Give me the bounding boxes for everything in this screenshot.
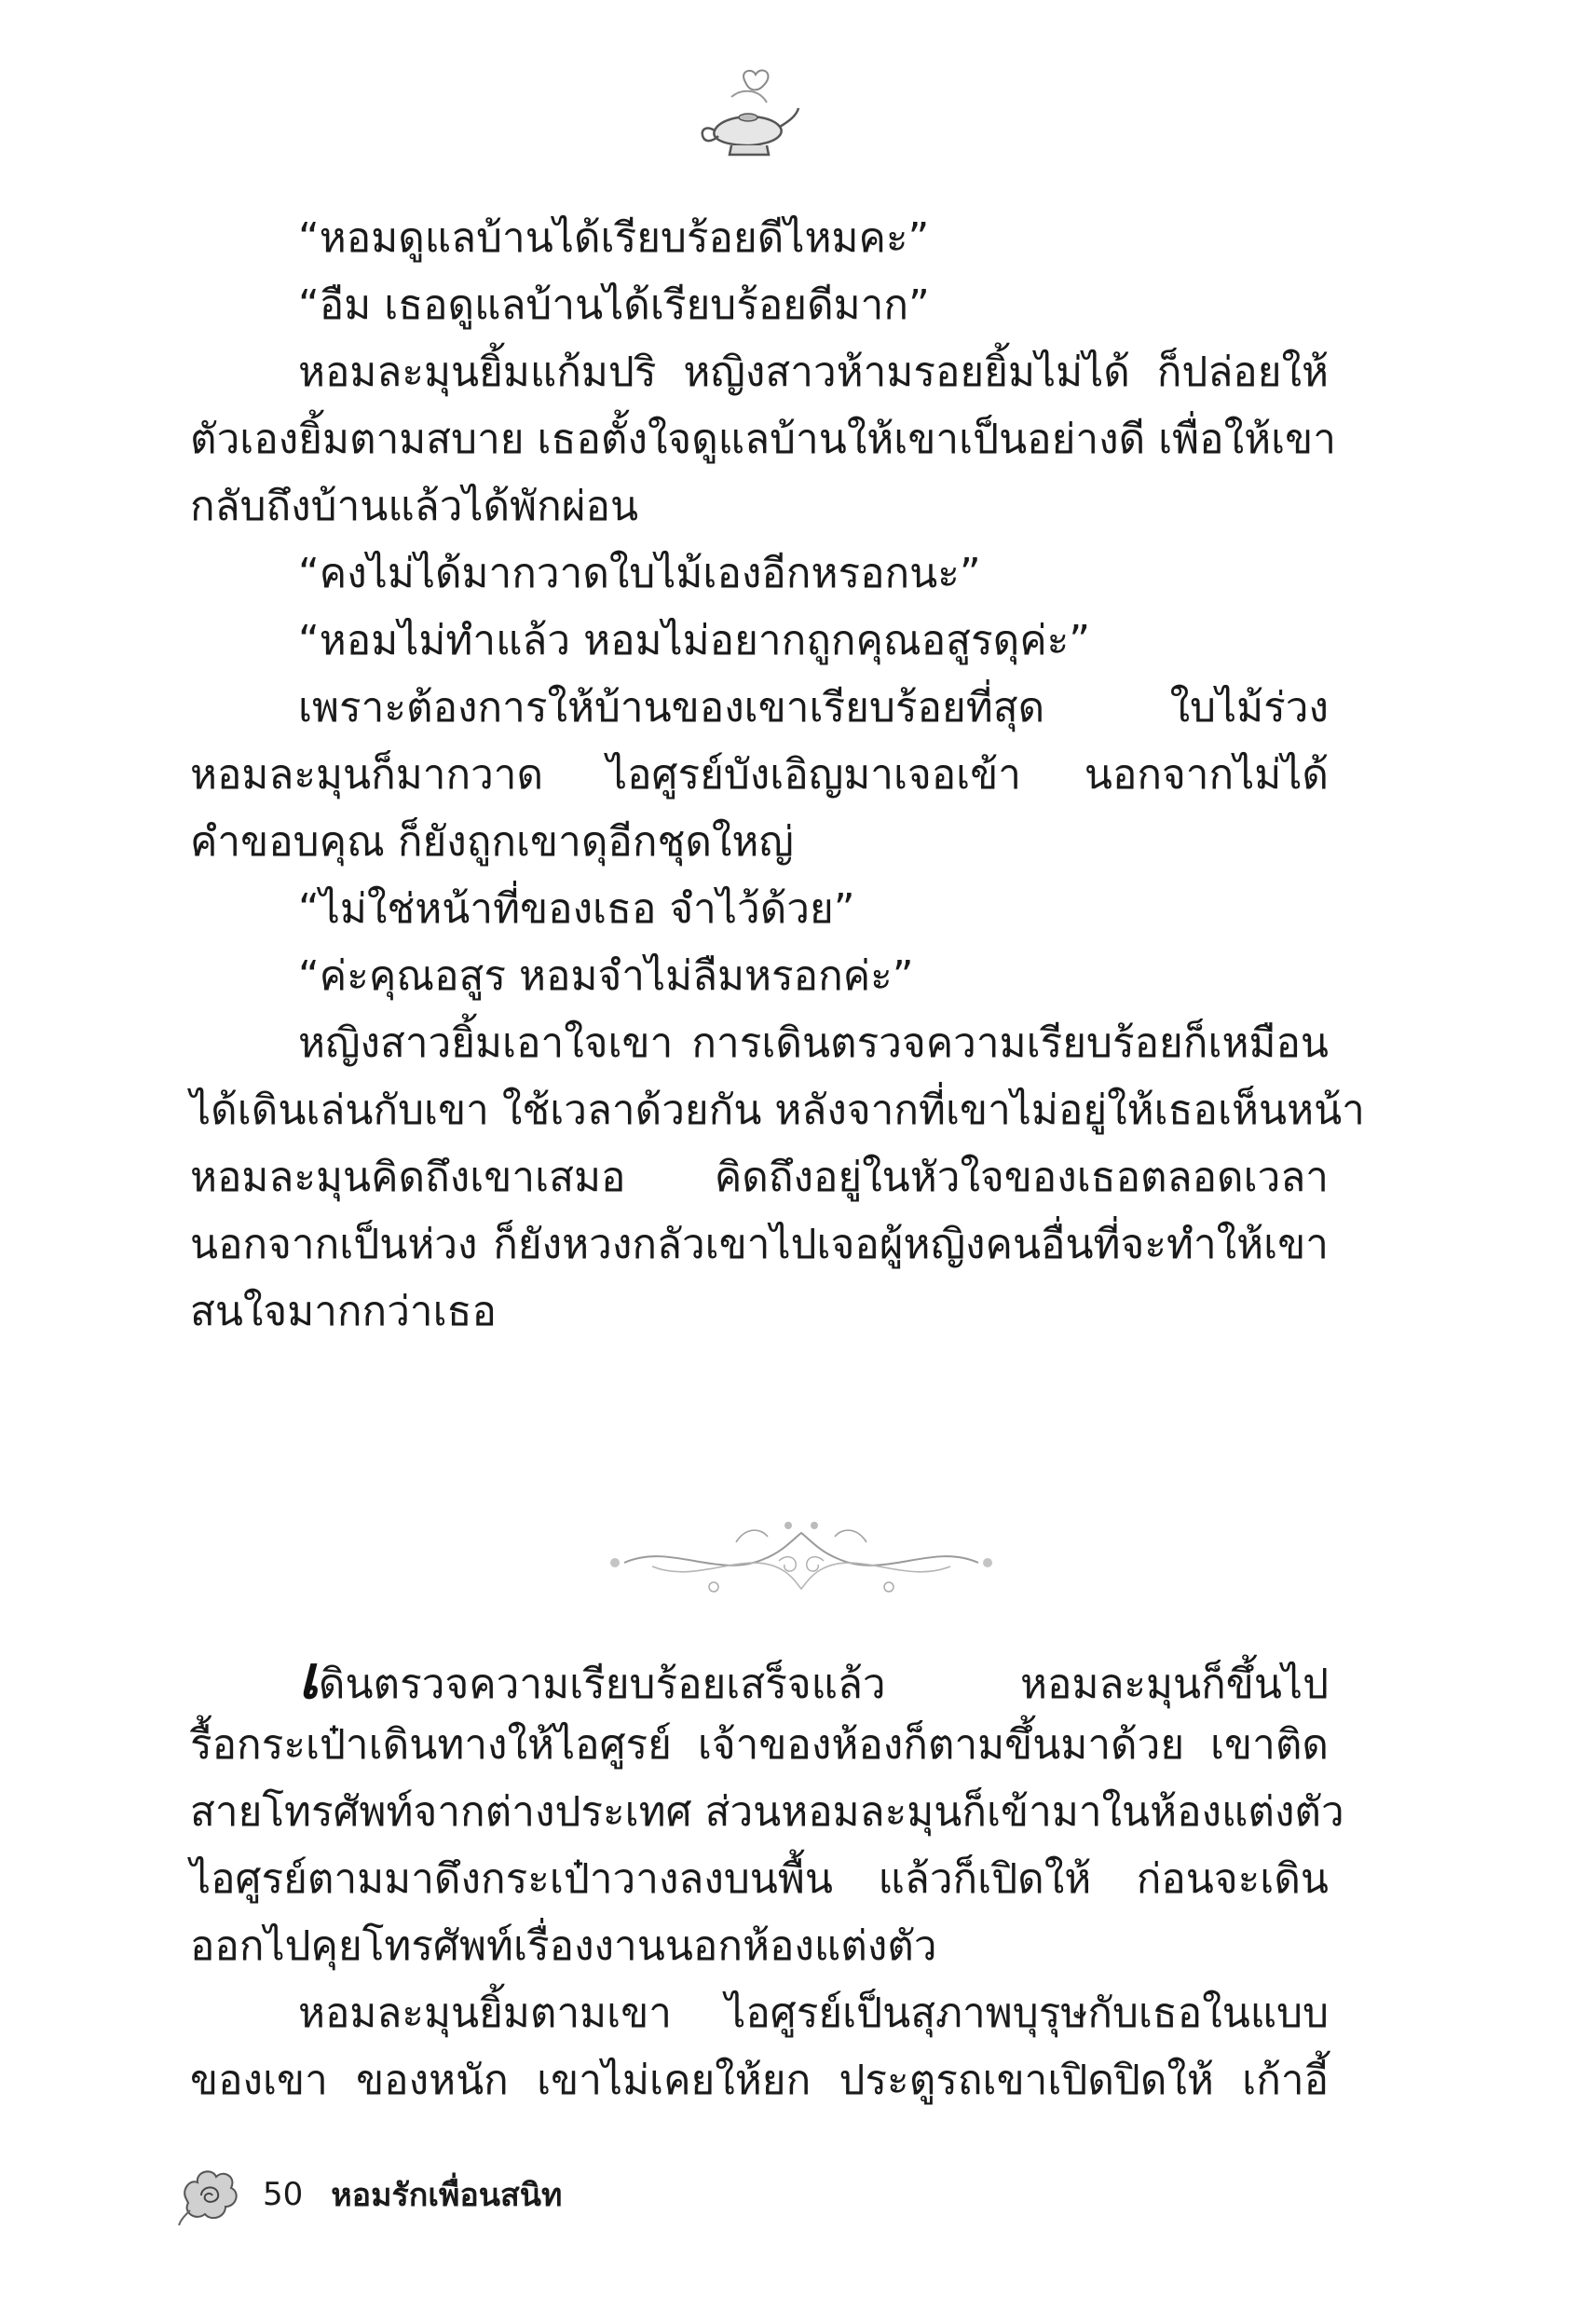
paragraph-line: “หอมดูแลบ้านได้เรียบร้อยดีไหมคะ” (298, 214, 930, 262)
paragraph-line: “ไม่ใช่หน้าที่ของเธอ จำไว้ด้วย” (298, 885, 855, 933)
paragraph-line: นอกจากเป็นห่วง ก็ยังหวงกลัวเขาไปเจอผู้หญิงคนอื่นที่จะทำให้เขา (190, 1221, 1329, 1268)
page-number: 50 (263, 2176, 304, 2213)
paragraph-line: “ค่ะคุณอสูร หอมจำไม่ลืมหรอกค่ะ” (298, 952, 914, 1000)
paragraph-line: “หอมไม่ทำแล้ว หอมไม่อยากถูกคุณอสูรดุค่ะ” (298, 617, 1091, 664)
book-title: หอมรักเพื่อนสนิท (331, 2177, 563, 2214)
paragraph-first-line (190, 1645, 1329, 1712)
floral-divider-icon (596, 1505, 1006, 1598)
paragraph-line: ไอศูรย์ตามมาดึงกระเป๋าวางลงบนพื้น แล้วก็เปิดให้ ก่อนจะเดิน (190, 1855, 1329, 1903)
paragraph-line: ของเขา ของหนัก เขาไม่เคยให้ยก ประตูรถเขาเปิดปิดให้ เก้าอี้ (190, 2057, 1329, 2104)
first-line-text: ดินตรวจความเรียบร้อยเสร็จแล้ว หอมละมุนก็ขึ้นไป (318, 1661, 1329, 1708)
rose-icon (177, 2162, 242, 2227)
paragraph-line: “อืม เธอดูแลบ้านได้เรียบร้อยดีมาก” (298, 281, 930, 329)
paragraph-line: สายโทรศัพท์จากต่างประเทศ ส่วนหอมละมุนก็เข้ามาในห้องแต่งตัว (190, 1788, 1344, 1836)
drop-cap: เ (298, 1644, 319, 1713)
page-footer (177, 2157, 562, 2232)
paragraph-line: หอมละมุนคิดถึงเขาเสมอ คิดถึงอยู่ในหัวใจของเธอตลอดเวลา (190, 1154, 1329, 1201)
genie-lamp-icon (694, 65, 801, 163)
paragraph-line: คำขอบคุณ ก็ยังถูกเขาดุอีกชุดใหญ่ (190, 818, 794, 866)
paragraph-line: ได้เดินเล่นกับเขา ใช้เวลาด้วยกัน หลังจากที่เขาไม่อยู่ให้เธอเห็นหน้า (190, 1087, 1365, 1134)
paragraph-line: หอมละมุนยิ้มแก้มปริ หญิงสาวห้ามรอยยิ้มไม่ได้ ก็ปล่อยให้ (298, 349, 1329, 396)
section-2-text (190, 1644, 1344, 2114)
paragraph-line: หอมละมุนก็มากวาด ไอศูรย์บังเอิญมาเจอเข้า นอกจากไม่ได้ (190, 751, 1329, 799)
paragraph-line: กลับถึงบ้านแล้วได้พักผ่อน (190, 483, 639, 530)
paragraph-line: ตัวเองยิ้มตามสบาย เธอตั้งใจดูแลบ้านให้เขาเป็นอย่างดี เพื่อให้เขา (190, 416, 1336, 463)
paragraph-line: สนใจมากกว่าเธอ (190, 1288, 497, 1335)
paragraph-line: หอมละมุนยิ้มตามเขา ไอศูรย์เป็นสุภาพบุรุษกับเธอในแบบ (298, 1990, 1329, 2037)
paragraph-line: หญิงสาวยิ้มเอาใจเขา การเดินตรวจความเรียบร้อยก็เหมือน (298, 1019, 1329, 1067)
paragraph-line: เพราะต้องการให้บ้านของเขาเรียบร้อยที่สุด ใบไม้ร่วง (298, 684, 1329, 732)
paragraph-line: รื้อกระเป๋าเดินทางให้ไอศูรย์ เจ้าของห้องก็ตามขึ้นมาด้วย เขาติด (190, 1721, 1329, 1769)
paragraph-line: ออกไปคุยโทรศัพท์เรื่องงานนอกห้องแต่งตัว (190, 1922, 937, 1970)
paragraph-line: “คงไม่ได้มากวาดใบไม้เองอีกหรอกนะ” (298, 550, 981, 597)
section-1-text (190, 205, 1365, 1346)
